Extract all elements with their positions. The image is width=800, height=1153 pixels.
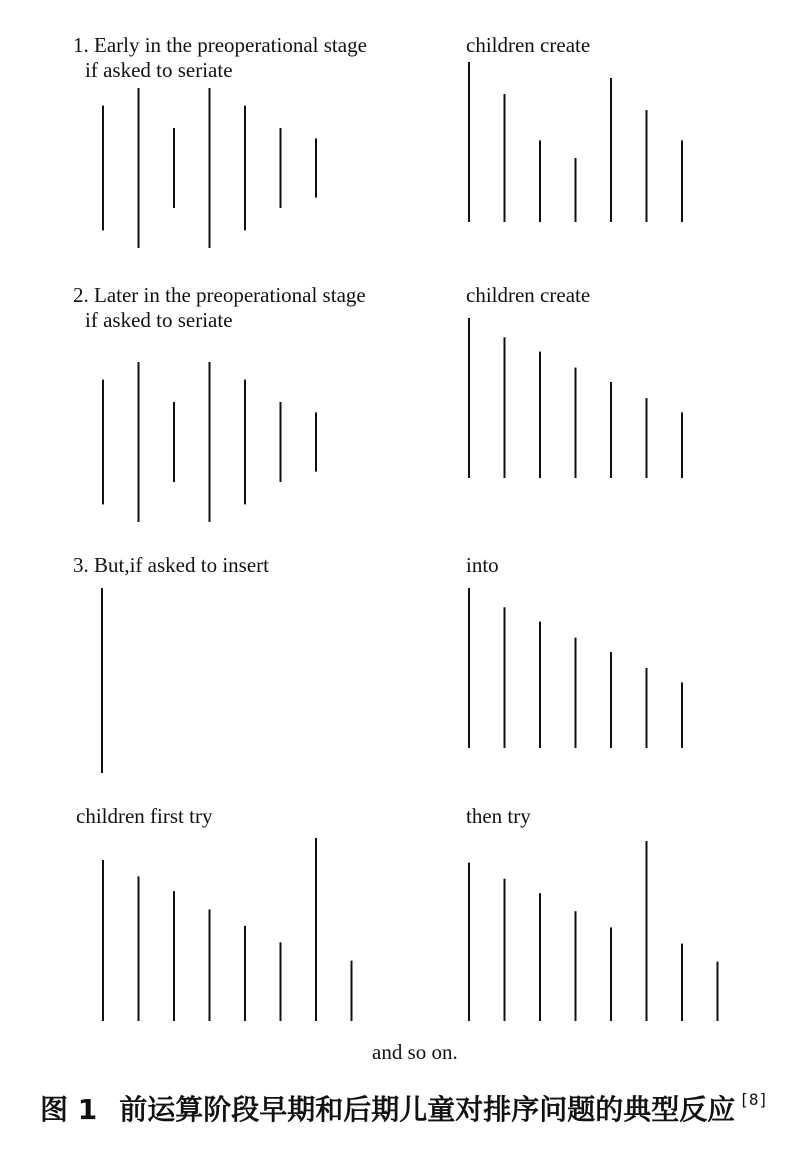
panel-3-left-label: 3. But,if asked to insert bbox=[73, 553, 269, 577]
panel-1-left-line-1: 1. Early in the preoperational stage bbox=[73, 33, 367, 57]
panel-4-left-label: children first try bbox=[76, 804, 213, 828]
panel-2-left-line-2: if asked to seriate bbox=[85, 308, 233, 332]
panel-2-left-line-1: 2. Later in the preoperational stage bbox=[73, 283, 366, 307]
figure-caption-text: 前运算阶段早期和后期儿童对排序问题的典型反应 bbox=[119, 1093, 736, 1126]
panel-1-left-line-2: if asked to seriate bbox=[85, 58, 233, 82]
panel-4-right-label: then try bbox=[466, 804, 531, 828]
panel-3-right-label: into bbox=[466, 553, 499, 577]
and-so-on-text: and so on. bbox=[372, 1040, 458, 1064]
panel-1-right-label: children create bbox=[466, 33, 591, 57]
reference-mark: [8] bbox=[739, 1090, 769, 1109]
panel-2-right-label: children create bbox=[466, 283, 591, 307]
figure-number: 图 1 bbox=[40, 1093, 98, 1126]
